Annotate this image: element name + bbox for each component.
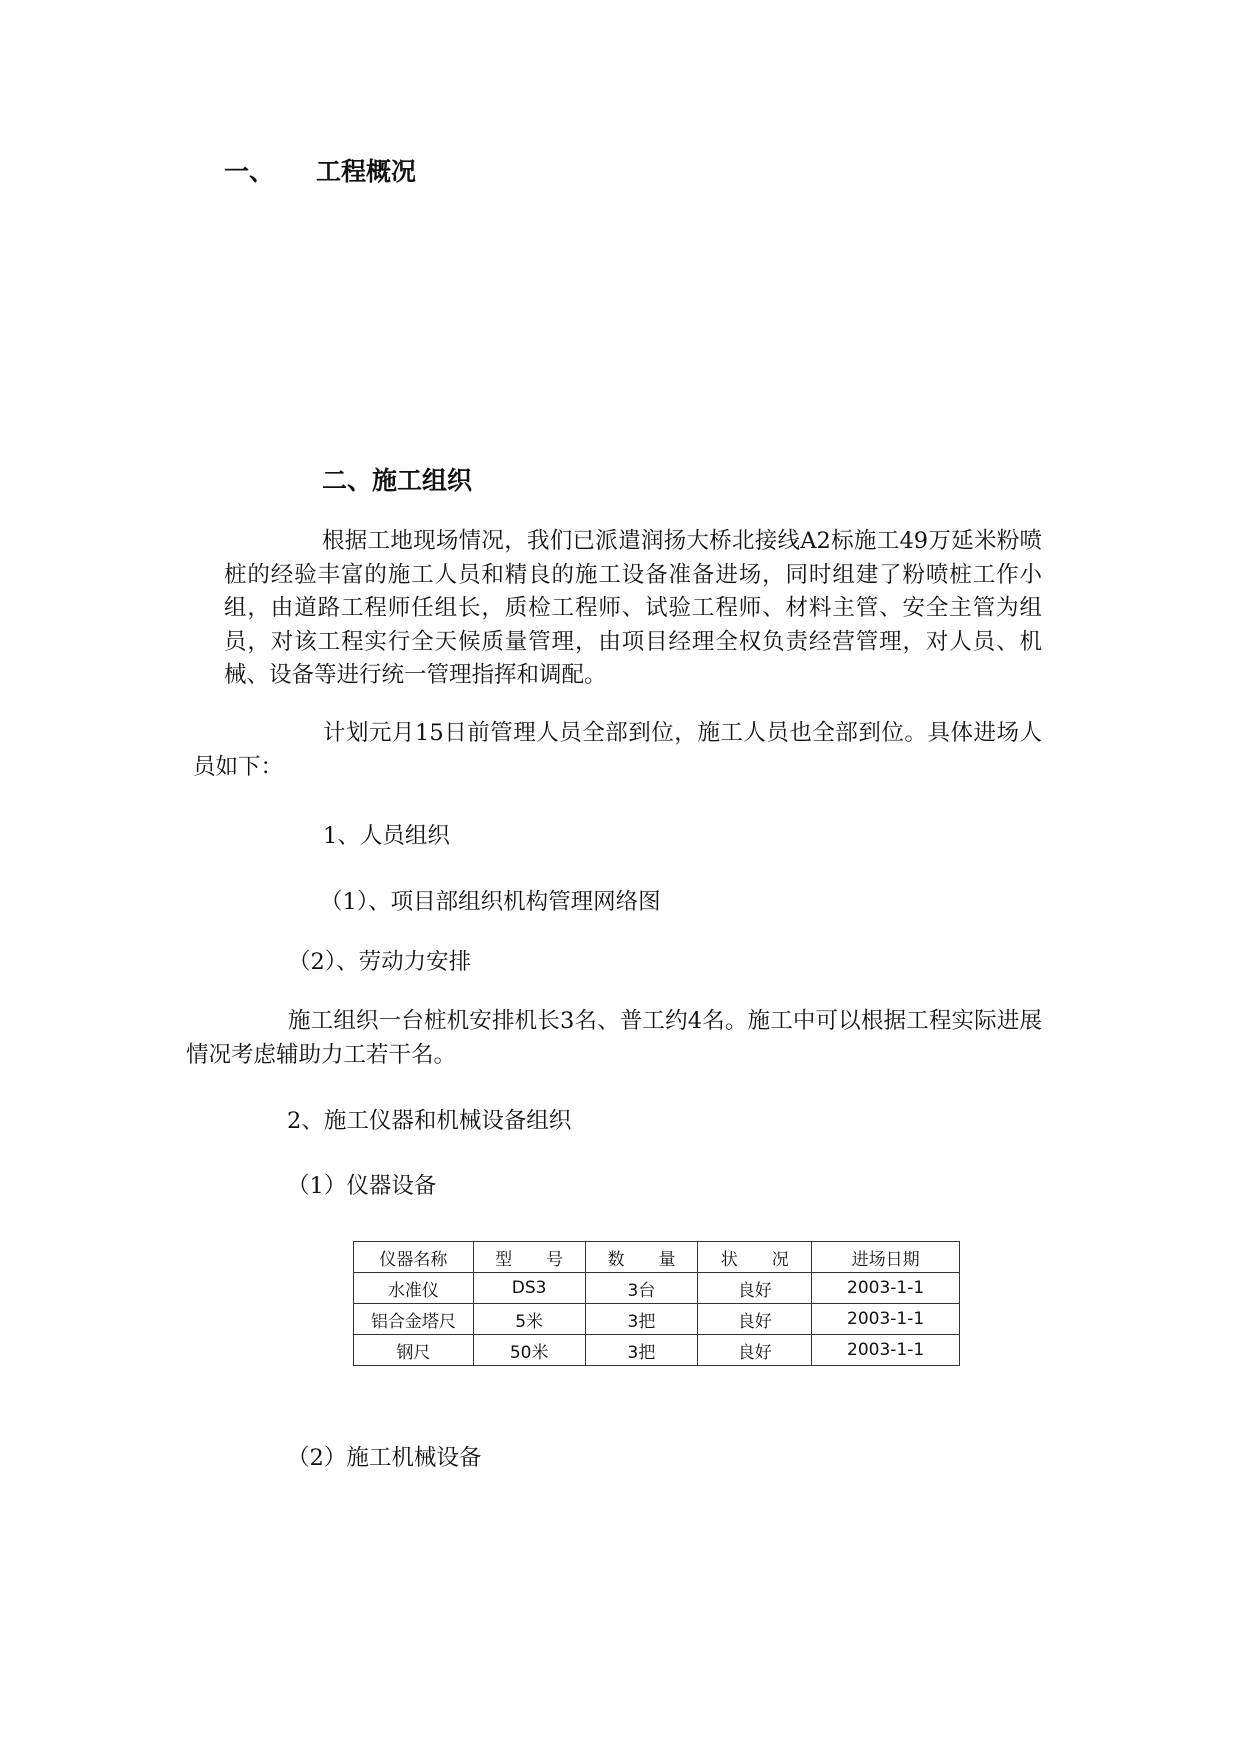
table-header-cell: 型 号 [473,1242,585,1273]
subheading-instruments: （1）仪器设备 [287,1173,437,1199]
table-cell: 5米 [473,1304,585,1335]
table-cell: 良好 [698,1273,812,1304]
subheading-machinery: （2）施工机械设备 [287,1445,482,1471]
subheading-equipment: 2、施工仪器和机械设备组织 [287,1108,572,1134]
table-cell: 2003-1-1 [812,1273,960,1304]
table-row [354,1335,960,1366]
table-cell: 2003-1-1 [812,1304,960,1335]
section-title: 工程概况 [316,157,417,186]
table-row [354,1273,960,1304]
table-cell: 钢尺 [354,1335,474,1366]
table-cell: DS3 [473,1273,585,1304]
section-title: 二、施工组织 [322,466,473,495]
table-cell: 50米 [473,1335,585,1366]
subheading-personnel: 1、人员组织 [323,823,450,849]
table-cell: 2003-1-1 [812,1335,960,1366]
table-cell: 铝合金塔尺 [354,1304,474,1335]
table-cell: 良好 [698,1304,812,1335]
table-cell: 水准仪 [354,1273,474,1304]
section-number: 一、 [224,157,275,186]
table-row [354,1304,960,1335]
paragraph: 施工组织一台桩机安排机长3名、普工约4名。施工中可以根据工程实际进展情况考虑辅助力工若干名。 [186,1008,1042,1068]
table-header-cell: 进场日期 [812,1242,960,1273]
table-header-cell: 仪器名称 [354,1242,474,1273]
table-header-cell: 数 量 [585,1242,698,1273]
table-cell: 良好 [698,1335,812,1366]
table-header-row [354,1242,960,1273]
paragraph: 计划元月15日前管理人员全部到位，施工人员也全部到位。具体进场人员如下： [193,720,1042,780]
table-cell: 3把 [585,1304,698,1335]
subheading-labor: （2）、劳动力安排 [288,949,472,975]
table-header-cell: 状 况 [698,1242,812,1273]
instrument-table [353,1241,960,1366]
table-cell: 3台 [585,1273,698,1304]
paragraph: 根据工地现场情况，我们已派遣润扬大桥北接线A2标施工49万延米粉喷桩的经验丰富的施工人员和精良的施工设备准备进场，同时组建了粉喷桩工作小组，由道路工程师任组长，质检工程师、试验工程师、材料主管、安全主管为组员，对该工程实行全天候质量管理，由项目经理全权负责经营管理，对人员、机械、设备等进行统一管理指挥和调配。 [224,528,1042,688]
table-cell: 3把 [585,1335,698,1366]
subheading-org-chart: （1）、项目部组织机构管理网络图 [320,889,661,915]
